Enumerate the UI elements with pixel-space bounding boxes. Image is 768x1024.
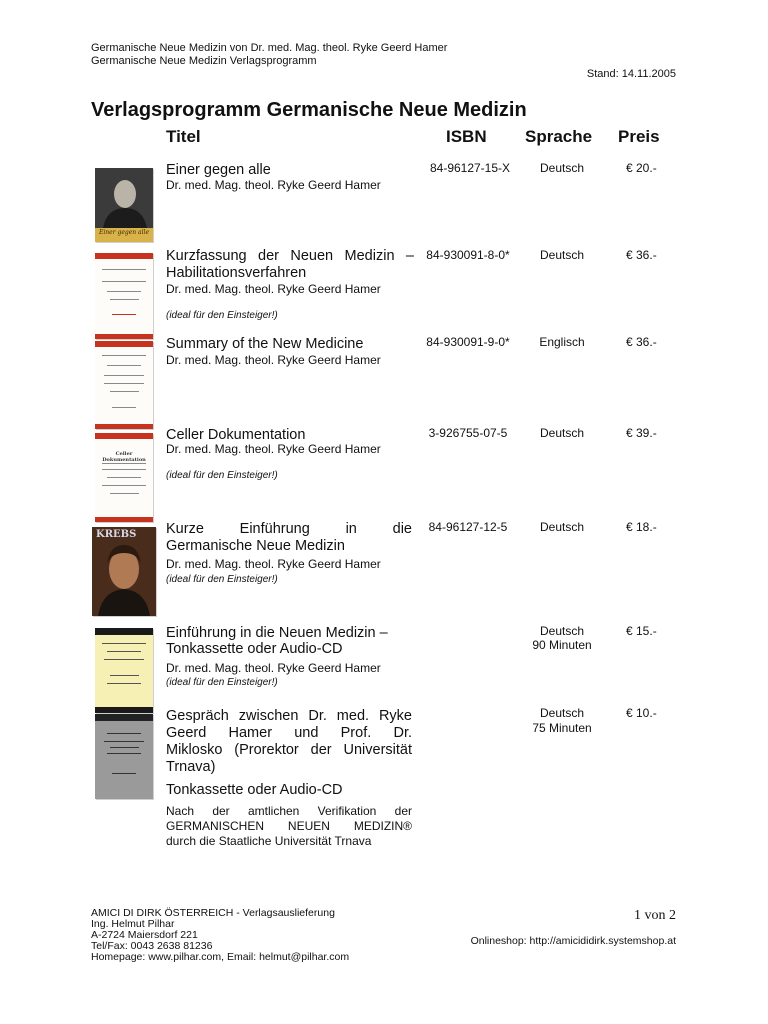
book-dauer: 75 Minuten [532, 721, 592, 735]
book-sprache: Deutsch [539, 161, 585, 175]
book-isbn: 84-930091-8-0* [426, 248, 510, 262]
book-note: (ideal für den Einsteiger!) [166, 310, 278, 321]
footer-line-1: AMICI DI DIRK ÖSTERREICH - Verlagsauslieferung [91, 907, 335, 919]
header-line-2: Germanische Neue Medizin Verlagsprogramm [91, 55, 317, 67]
book-author: Dr. med. Mag. theol. Ryke Geerd Hamer [166, 557, 381, 571]
book-isbn: 3-926755-07-5 [428, 426, 508, 440]
column-header-titel: Titel [166, 127, 201, 146]
book-note: (ideal für den Einsteiger!) [166, 470, 278, 481]
book-title-line-2: Habilitationsverfahren [166, 265, 307, 281]
page-title: Verlagsprogramm Germanische Neue Medizin [91, 99, 527, 121]
book-author: Dr. med. Mag. theol. Ryke Geerd Hamer [166, 442, 381, 456]
footer-phone: Tel/Fax: 0043 2638 81236 [91, 940, 213, 952]
book-title-line-2: Tonkassette oder Audio-CD [166, 641, 343, 657]
book-subtitle: Tonkassette oder Audio-CD [166, 782, 343, 798]
book-title-line-2: Geerd Hamer und Prof. Dr. [166, 725, 412, 741]
book-author: Dr. med. Mag. theol. Ryke Geerd Hamer [166, 178, 381, 192]
book-sprache: Deutsch [539, 426, 585, 440]
book-isbn: 84-96127-12-5 [428, 520, 508, 534]
book-description-line-2: GERMANISCHEN NEUEN MEDIZIN® [166, 819, 412, 833]
book-dauer: 90 Minuten [532, 638, 592, 652]
book-author: Dr. med. Mag. theol. Ryke Geerd Hamer [166, 282, 381, 296]
book-title: Summary of the New Medicine [166, 336, 364, 352]
book-author: Dr. med. Mag. theol. Ryke Geerd Hamer [166, 661, 381, 675]
book-title-line-1: Einführung in die Neuen Medizin – [166, 625, 388, 641]
book-sprache: Deutsch [539, 624, 585, 638]
book-isbn: 84-930091-9-0* [426, 335, 510, 349]
book-preis: € 18.- [626, 520, 657, 534]
header-line-1: Germanische Neue Medizin von Dr. med. Mag. theol. Ryke Geerd Hamer [91, 42, 448, 54]
page-number: 1 von 2 [634, 908, 676, 923]
portrait-photo [92, 527, 156, 616]
book-title-line-1: Kurze Einführung in die [166, 521, 412, 537]
book-sprache: Deutsch [539, 248, 585, 262]
footer-homepage: Homepage: www.pilhar.com, Email: helmut@pilhar.com [91, 951, 350, 963]
book-cover-kurzfassung [95, 253, 153, 339]
book-title-line-4: Trnava) [166, 759, 216, 775]
book-sprache: Englisch [539, 335, 585, 349]
book-preis: € 20.- [626, 161, 657, 175]
book-preis: € 39.- [626, 426, 657, 440]
book-note: (ideal für den Einsteiger!) [166, 574, 278, 585]
book-title: Celler Dokumentation [166, 427, 306, 443]
book-preis: € 10.- [626, 706, 657, 720]
book-cover-kurze-einfuehrung [92, 527, 156, 616]
book-cover-summary [95, 341, 153, 429]
book-cover-celler-dokumentation [95, 433, 153, 522]
column-header-sprache: Sprache [525, 127, 593, 146]
cover-text: KREBS [96, 529, 137, 540]
onlineshop-link[interactable]: Onlineshop: http://amicididirk.systemshop.at [470, 935, 676, 947]
book-cover-gespraech [95, 714, 153, 799]
footer-line-2: Ing. Helmut Pilhar [91, 918, 175, 930]
book-preis: € 15.- [626, 624, 657, 638]
book-note: (ideal für den Einsteiger!) [166, 677, 278, 688]
book-sprache: Deutsch [539, 520, 585, 534]
book-cover-einer-gegen-alle [95, 168, 153, 242]
book-description-line-3: durch die Staatliche Universität Trnava [166, 834, 372, 848]
book-title-line-1: Kurzfassung der Neuen Medizin – [166, 248, 414, 264]
column-header-preis: Preis [618, 127, 660, 146]
column-header-isbn: ISBN [446, 127, 487, 146]
book-preis: € 36.- [626, 335, 657, 349]
cover-text: Einer gegen alle [98, 229, 149, 236]
book-author: Dr. med. Mag. theol. Ryke Geerd Hamer [166, 353, 381, 367]
book-sprache: Deutsch [539, 706, 585, 720]
footer-line-3: A-2724 Maiersdorf 221 [91, 929, 198, 941]
book-title-line-2: Germanische Neue Medizin [166, 538, 345, 554]
book-title-line-3: Miklosko (Prorektor der Universität [166, 742, 412, 758]
book-title: Einer gegen alle [166, 162, 271, 178]
book-title-line-1: Gespräch zwischen Dr. med. Ryke [166, 708, 412, 724]
book-isbn: 84-96127-15-X [429, 161, 511, 175]
book-cover-audio-einfuehrung [95, 628, 153, 713]
book-description-line-1: Nach der amtlichen Verifikation der [166, 804, 412, 818]
stand-date: Stand: 14.11.2005 [586, 68, 676, 80]
cover-text: Celler Dokumentation [102, 451, 146, 463]
book-preis: € 36.- [626, 248, 657, 262]
